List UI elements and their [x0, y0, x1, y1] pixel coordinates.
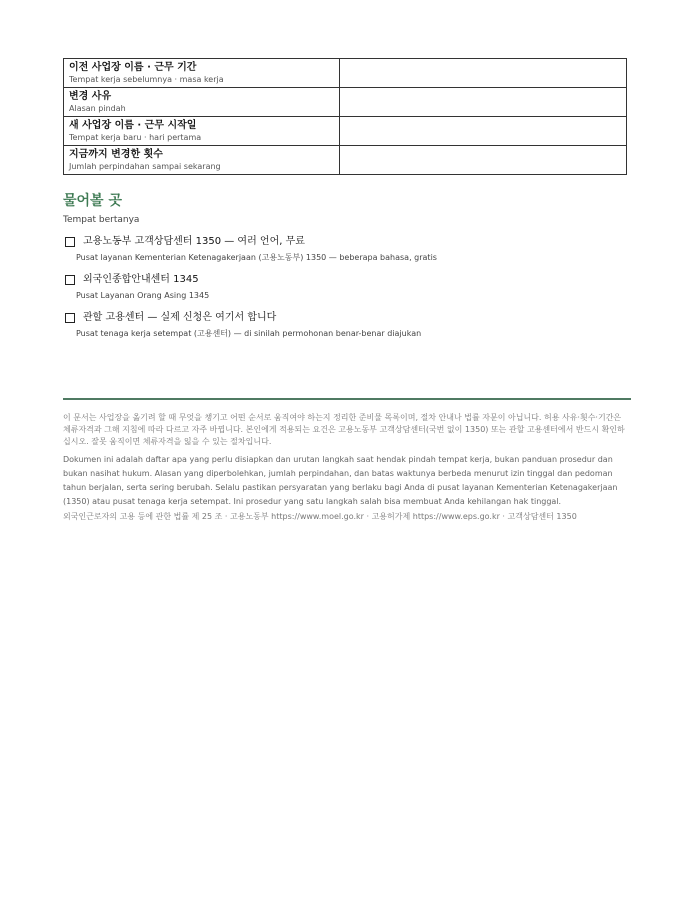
footer-sources: 외국인근로자의 고용 등에 관한 법률 제 25 조 · 고용노동부 https://www.moel.go.kr · 고용허가제 https://www.eps.go.kr · 고객상담센터 1350 — [63, 512, 577, 521]
row-label-indonesian: Tempat kerja baru · hari pertama — [69, 133, 202, 142]
row-label-indonesian: Jumlah perpindahan sampai sekarang — [69, 162, 221, 171]
blank-entry-cell[interactable] — [340, 59, 627, 88]
contact-item-label: 관할 고용센터 — 실제 신청은 여기서 합니다 — [83, 312, 277, 323]
table-row — [64, 146, 627, 175]
footer-divider — [63, 398, 631, 400]
row-label-korean: 변경 사유 — [69, 91, 112, 102]
row-label-cell — [64, 117, 340, 146]
contact-item — [63, 311, 421, 340]
row-label-korean: 이전 사업장 이름 · 근무 기간 — [69, 62, 197, 73]
contact-section-title: 물어볼 곳 — [63, 193, 122, 209]
contact-item — [63, 235, 437, 264]
row-label-cell — [64, 88, 340, 117]
contact-item-translation: Pusat Layanan Orang Asing 1345 — [76, 291, 210, 300]
checkbox-icon[interactable] — [65, 237, 75, 247]
contact-item-label: 외국인종합안내센터 1345 — [83, 274, 199, 285]
blank-entry-cell[interactable] — [340, 117, 627, 146]
contact-item-translation: Pusat layanan Kementerian Ketenagakerjaan (고용노동부) 1350 — beberapa bahasa, gratis — [76, 253, 437, 262]
contact-item-translation: Pusat tenaga kerja setempat (고용센터) — di sinilah permohonan benar-benar diajukan — [76, 329, 422, 338]
row-label-korean: 새 사업장 이름 · 근무 시작일 — [69, 120, 197, 131]
row-label-cell — [64, 146, 340, 175]
row-label-korean: 지금까지 변경한 횟수 — [69, 149, 163, 160]
row-label-indonesian: Tempat kerja sebelumnya · masa kerja — [69, 75, 224, 84]
table-row — [64, 59, 627, 88]
job-change-record-table — [63, 58, 627, 175]
row-label-indonesian: Alasan pindah — [69, 104, 126, 113]
table-row — [64, 88, 627, 117]
contact-item — [63, 273, 209, 302]
footer-disclaimer-indonesian: Dokumen ini adalah daftar apa yang perlu disiapkan dan urutan langkah saat hendak pindah tempat kerja, bukan panduan prosedur dan bukan nasihat hukum. Alasan yang diperbolehkan, jumlah perpindahan, dan batas waktunya berbeda menurut izin tinggal dan pedoman tahun berjalan, serta sering berubah. Selalu pastikan persyaratan yang berlaku bagi Anda di pusat layanan Kementerian Ketenagakerjaan (1350) atau pusat tenaga kerja setempat. Ini prosedur yang satu langkah salah bisa membuat Anda kehilangan hak tinggal. — [63, 455, 618, 506]
checkbox-icon[interactable] — [65, 275, 75, 285]
table-row — [64, 117, 627, 146]
footer-disclaimer-korean: 이 문서는 사업장을 옮기려 할 때 무엇을 챙기고 어떤 순서로 움직여야 하는지 정리한 준비물 목록이며, 절차 안내나 법률 자문이 아닙니다. 허용 사유·횟수·기간은 체류자격과 그해 지침에 따라 다르고 자주 바뀝니다. 본인에게 적용되는 요건은 고용노동부 고객상담센터(국번 없이 1350) 또는 관할 고용센터에서 반드시 확인하십시오. 잘못 움직이면 체류자격을 잃을 수 있는 절차입니다. — [63, 413, 625, 446]
checkbox-icon[interactable] — [65, 313, 75, 323]
blank-entry-cell[interactable] — [340, 146, 627, 175]
contact-section-subtitle: Tempat bertanya — [63, 215, 140, 225]
contact-item-label: 고용노동부 고객상담센터 1350 — 여러 언어, 무료 — [83, 236, 305, 247]
blank-entry-cell[interactable] — [340, 88, 627, 117]
row-label-cell — [64, 59, 340, 88]
